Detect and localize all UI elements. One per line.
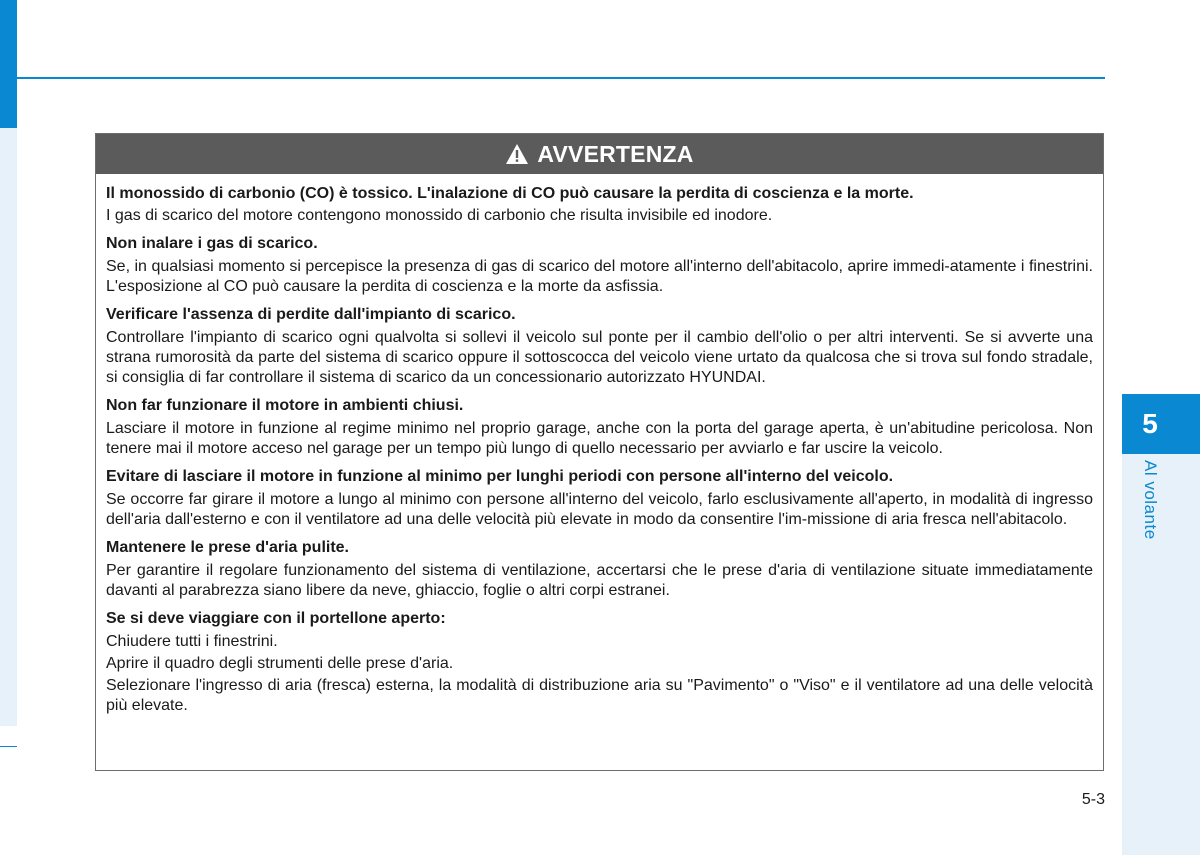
warning-section [106, 467, 1093, 530]
section-line: Selezionare l'ingresso di aria (fresca) esterna, la modalità di distribuzione aria su "Pavimento" o "Viso" e il ventilatore ad una delle velocità più elevate. [106, 677, 1093, 714]
chapter-number: 5 [1142, 408, 1158, 439]
warning-section [106, 538, 1093, 601]
section-text: I gas di scarico del motore contengono monossido di carbonio che risulta invisibile ed inodore. [106, 207, 773, 224]
section-heading: Mantenere le prese d'aria pulite. [106, 539, 349, 556]
warning-section [106, 396, 1093, 459]
left-light-bar [0, 128, 17, 726]
page-number: 5-3 [1081, 791, 1105, 808]
left-accent-bar [0, 0, 17, 128]
section-text: Lasciare il motore in funzione al regime minimo nel proprio garage, anche con la porta del garage aperta, è un'abitudine pericolosa. Non tenere mai il motore acceso nel garage per un tempo più lungo di quello necessario per avviarlo e far uscire la veicolo. [106, 420, 1093, 457]
section-heading: Il monossido di carbonio (CO) è tossico. L'inalazione di CO può causare la perdita di coscienza e la morte. [106, 185, 914, 202]
section-line: Chiudere tutti i finestrini. [106, 633, 278, 650]
header-rule [17, 77, 1105, 79]
chapter-label: Al volante [1141, 460, 1160, 540]
section-text: Se, in qualsiasi momento si percepisce la presenza di gas di scarico del motore all'interno dell'abitacolo, aprire immedi-atamente i finestrini. L'esposizione al CO può causare la perdita di coscienza e la morte da asfissia. [106, 258, 1093, 295]
warning-section [106, 234, 1093, 297]
warning-title: AVVERTENZA [537, 140, 694, 167]
chapter-side-strip [1122, 454, 1200, 855]
section-heading: Evitare di lasciare il motore in funzione al minimo per lunghi periodi con persone all'interno del veicolo. [106, 468, 894, 485]
warning-section [106, 305, 1093, 388]
section-text: Controllare l'impianto di scarico ogni qualvolta si sollevi il veicolo sul ponte per il cambio dell'olio o per altri interventi. Se si avverte una strana rumorosità da parte del sistema di scarico oppure il sottoscocca del veicolo viene urtato da qualcosa che si trova sul fondo stradale, si consiglia di far controllare il sistema di scarico da un concessionario autorizzato HYUNDAI. [106, 329, 1093, 386]
section-text: Per garantire il regolare funzionamento del sistema di ventilazione, accertarsi che le prese d'aria di ventilazione situate immediatamente davanti al parabrezza siano libere da neve, ghiaccio, foglie o altri corpi estranei. [106, 562, 1093, 599]
section-heading: Se si deve viaggiare con il portellone aperto: [106, 610, 446, 627]
section-heading: Non inalare i gas di scarico. [106, 235, 318, 252]
warning-section [106, 184, 1093, 226]
section-heading: Verificare l'assenza di perdite dall'impianto di scarico. [106, 306, 516, 323]
section-heading: Non far funzionare il motore in ambienti chiusi. [106, 397, 464, 414]
warning-header [96, 134, 1103, 174]
section-text: Se occorre far girare il motore a lungo al minimo con persone all'interno del veicolo, farlo esclusivamente all'aperto, in modalità di ingresso dell'aria dall'esterno e con il ventilatore ad una delle velocità più elevate in modo da consentire l'im-missione di aria fresca nell'abitacolo. [106, 491, 1093, 528]
warning-triangle-icon [505, 143, 529, 165]
warning-section [106, 609, 1093, 716]
chapter-tab [1122, 394, 1200, 454]
warning-box [95, 133, 1104, 771]
left-divider-line [0, 746, 17, 747]
section-line: Aprire il quadro degli strumenti delle prese d'aria. [106, 655, 454, 672]
warning-body [96, 174, 1103, 716]
